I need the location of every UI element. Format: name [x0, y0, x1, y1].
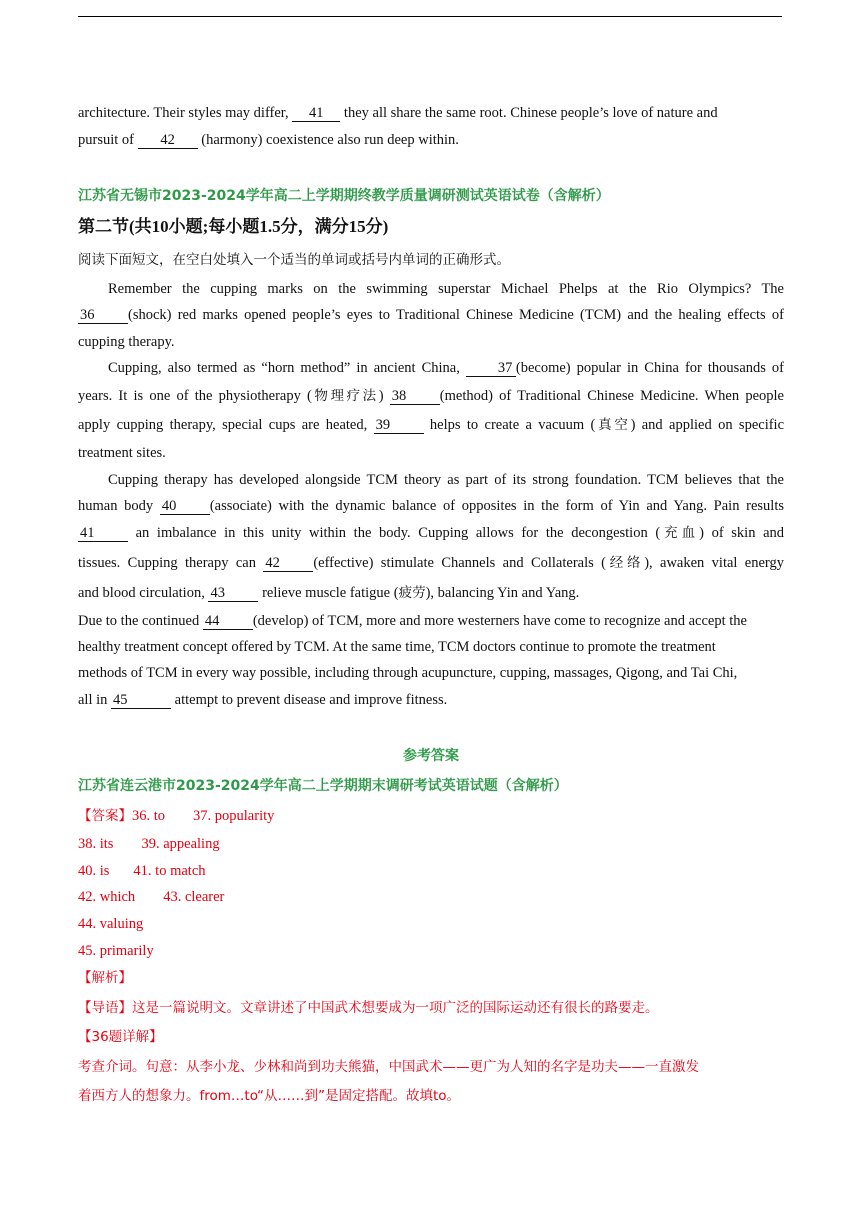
para2-line-1: Cupping, also termed as “horn method” in ancient China, 37 (become) popular in China for thousands of — [108, 360, 785, 376]
instruction: 阅读下面短文，在空白处填入一个适当的单词或括号内单词的正确形式。 — [78, 252, 510, 268]
blank-42[interactable]: 42 — [138, 132, 198, 149]
answers-line-6: 45. primarily — [78, 943, 154, 959]
blank-43[interactable]: 43 — [208, 585, 258, 602]
answers-line-2: 38. its 39. appealing — [78, 836, 220, 852]
para4-line-4: all in 45 attempt to prevent disease and improve fitness. — [78, 692, 448, 708]
blank-40[interactable]: 40 — [160, 498, 210, 515]
answers-line-3: 40. is 41. to match — [78, 863, 206, 879]
para3-line-5: and blood circulation, 43 relieve muscle fatigue (疲劳), balancing Yin and Yang. — [78, 585, 580, 601]
analysis-tag: 【解析】 — [78, 970, 132, 986]
blank-44[interactable]: 44 — [203, 613, 253, 630]
blank-45[interactable]: 45 — [111, 692, 171, 709]
source-title-1: 江苏省无锡市2023-2024学年高二上学期期终教学质量调研测试英语试卷（含解析） — [78, 188, 610, 204]
header-rule — [78, 16, 782, 17]
para3-line-4: tissues. Cupping therapy can 42 (effective) stimulate Channels and Collaterals (经络), awaken vital energy — [78, 555, 784, 571]
source-title-2: 江苏省连云港市2023-2024学年高二上学期期末调研考试英语试题（含解析） — [78, 778, 568, 794]
answers-line-5: 44. valuing — [78, 916, 144, 932]
para3-line-2: human body 40 (associate) with the dynamic balance of opposites in the form of Yin and Yang. Pain results — [78, 498, 784, 514]
para4-line-2: healthy treatment concept offered by TCM. At the same time, TCM doctors continue to promote the treatment — [78, 639, 716, 655]
para3-line-3: 41 an imbalance in this unity within the body. Cupping allows for the decongestion (充血) of skin and — [80, 525, 785, 541]
para1-line-2: 36 (shock) red marks opened people’s eyes to Traditional Chinese Medicine (TCM) and the healing effects of — [80, 307, 784, 323]
answers-line-4: 42. which 43. clearer — [78, 889, 225, 905]
blank-37[interactable]: 37 — [466, 360, 516, 377]
para2-line-3: apply cupping therapy, special cups are heated, 39 helps to create a vacuum (真空) and applied on specific — [78, 417, 785, 433]
answers-line-1: 【答案】36. to 37. popularity — [78, 808, 275, 824]
para2-line-2: years. It is one of the physiotherapy (物理疗法) 38 (method) of Traditional Chinese Medicine. When people — [78, 388, 784, 404]
q36-tag: 【36题详解】 — [78, 1029, 163, 1045]
intro-line-1: architecture. Their styles may differ, 41 they all share the same root. Chinese people’s love of nature and — [78, 105, 718, 121]
para3-line-1: Cupping therapy has developed alongside TCM theory as part of its strong foundation. TCM believes that the — [108, 472, 784, 488]
para1-line-1: Remember the cupping marks on the swimming superstar Michael Phelps at the Rio Olympics? The — [108, 281, 784, 297]
para1-line-3: cupping therapy. — [78, 334, 175, 350]
q36-detail-line-1: 考查介词。句意：从李小龙、少林和尚到功夫熊猫，中国武术——更广为人知的名字是功夫——一直激发 — [78, 1059, 699, 1075]
blank-41b[interactable]: 41 — [78, 525, 128, 542]
blank-38[interactable]: 38 — [390, 388, 440, 405]
para4-line-1: Due to the continued 44 (develop) of TCM, more and more westerners have come to recognize and accept the — [78, 613, 747, 629]
intro-line-2: pursuit of 42 (harmony) coexistence also run deep within. — [78, 132, 459, 148]
blank-42b[interactable]: 42 — [263, 555, 313, 572]
guide-text: 【导语】这是一篇说明文。文章讲述了中国武术想要成为一项广泛的国际运动还有很长的路要走。 — [78, 1000, 659, 1016]
q36-detail-line-2: 着西方人的想象力。from…to“从……到”是固定搭配。故填to。 — [78, 1088, 461, 1104]
para2-line-4: treatment sites. — [78, 445, 166, 461]
section-heading: 第二节(共10小题;每小题1.5分，满分15分) — [78, 217, 389, 236]
answers-heading: 参考答案 — [403, 748, 459, 764]
blank-36[interactable]: 36 — [78, 307, 128, 324]
para4-line-3: methods of TCM in every way possible, including through acupuncture, cupping, massages, Qigong, and Tai Chi, — [78, 665, 738, 681]
blank-39[interactable]: 39 — [374, 417, 424, 434]
blank-41[interactable]: 41 — [292, 105, 340, 122]
